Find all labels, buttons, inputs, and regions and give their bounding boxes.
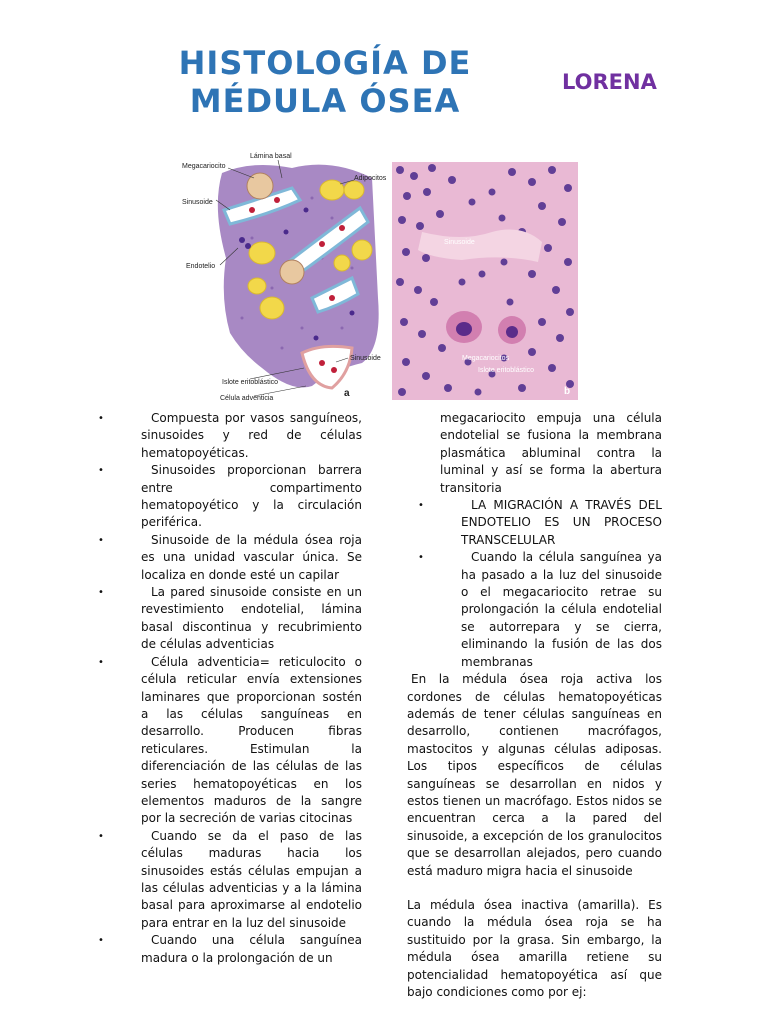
bullet-icon: • (98, 830, 104, 842)
bullet-icon: • (418, 500, 424, 512)
document-title (160, 44, 490, 120)
bullet-icon: • (98, 465, 104, 477)
label-endotelio: Endotelio (186, 263, 216, 270)
bullet-icon: • (98, 656, 104, 668)
label-celula-adventicia: Célula adventicia (220, 395, 274, 402)
list-item: • Cuando la célula sanguínea ya ha pasado a la luz del sinusoide o el megacariocito retrae su prolongación la célula endotelial se autorrepara y se cierra, eliminando la fusión de las dos membranas (418, 550, 662, 669)
bullet-icon: • (98, 935, 104, 947)
label-megacariocito: Megacariocito (182, 163, 226, 170)
micro-label-megacariocitos: Megacariocitos (462, 355, 510, 362)
author-name: LORENA (562, 70, 657, 94)
bullet-icon: • (98, 413, 104, 424)
right-column (407, 410, 662, 1001)
list-item: • Sinusoides proporcionan barrera entre compartimento hematopoyético y la circulación periférica. (98, 463, 362, 530)
bone-marrow-micrograph (392, 162, 578, 400)
list-item: • La pared sinusoide consiste en un revestimiento endotelial, lámina basal discontinua y recubrimiento de células adventicias (98, 585, 362, 652)
continued-paragraph: megacariocito empuja una célula endotelial se fusiona la membrana plasmática abluminal contra la luminal y así se forma la abertura transitoria (440, 411, 662, 495)
body-paragraph: La médula ósea inactiva (amarilla). Es cuando la médula ósea roja se ha sustituido por la grasa. Sin embargo, la médula ósea amarilla retiene su potencialidad hematopoyética así que bajo condiciones como por ej: (407, 897, 662, 999)
label-lamina-basal: Lámina basal (250, 153, 292, 160)
panel-label-b: b (564, 386, 571, 397)
micro-label-islote: Islote eritoblástico (478, 367, 535, 374)
left-column (98, 410, 362, 967)
bullet-icon: • (98, 587, 104, 599)
body-paragraph: En la médula ósea roja activa los cordones de células hematopoyéticas además de tener células sanguíneas en desarrollo, contienen macrófagos, mastocitos y algunas células adiposas. Los tipos específicos de células sanguíneas se desarrollan en nidos y estos tienen un macrófago. Estos nidos se encuentran cerca a la pared del sinusoide, a excepción de los granulocitos que se desarrollan alejados, pero cuando está maduro migra hacia el sinusoide (407, 672, 662, 878)
title-line-2: MÉDULA ÓSEA (189, 82, 461, 120)
list-item: • Compuesta por vasos sanguíneos, sinusoides y red de células hematopoyéticas. (98, 411, 362, 460)
label-adipocitos: Adipocitos (354, 175, 387, 182)
list-item: • LA MIGRACIÓN A TRAVÉS DEL ENDOTELIO ES UN PROCESO TRANSCELULAR (418, 498, 662, 547)
label-sinusoide-top: Sinusoide (182, 199, 213, 206)
list-item: • Cuando una célula sanguínea madura o la prolongación de un (98, 933, 362, 965)
bullet-icon: • (98, 534, 104, 546)
panel-label-a: a (344, 388, 350, 399)
bone-marrow-diagram (182, 148, 388, 408)
bullet-icon: • (418, 552, 424, 564)
label-sinusoide-bottom: Sinusoide (350, 355, 381, 362)
title-line-1: HISTOLOGÍA DE (178, 44, 472, 82)
list-item: • Cuando se da el paso de las células maduras hacia los sinusoides estás células empujan a las células adventicias y a la lámina basal para aproximarse al endotelio para entrar en la luz del sinusoide (98, 828, 362, 930)
micro-label-sinusoide: Sinusoide (444, 239, 475, 246)
label-islote: Islote eritoblástico (222, 379, 279, 386)
list-item: • Célula adventicia= reticulocito o célula reticular envía extensiones laminares que proporcionan sostén a las células sanguíneas en desarrollo. Producen fibras reticulares. Estimulan la diferenciación de las células de las series hematopoyéticas en los elementos maduros de la sangre por la secreción de varias citocinas (98, 654, 362, 826)
list-item: • Sinusoide de la médula ósea roja es una unidad vascular única. Se localiza en donde esté un capilar (98, 532, 362, 582)
